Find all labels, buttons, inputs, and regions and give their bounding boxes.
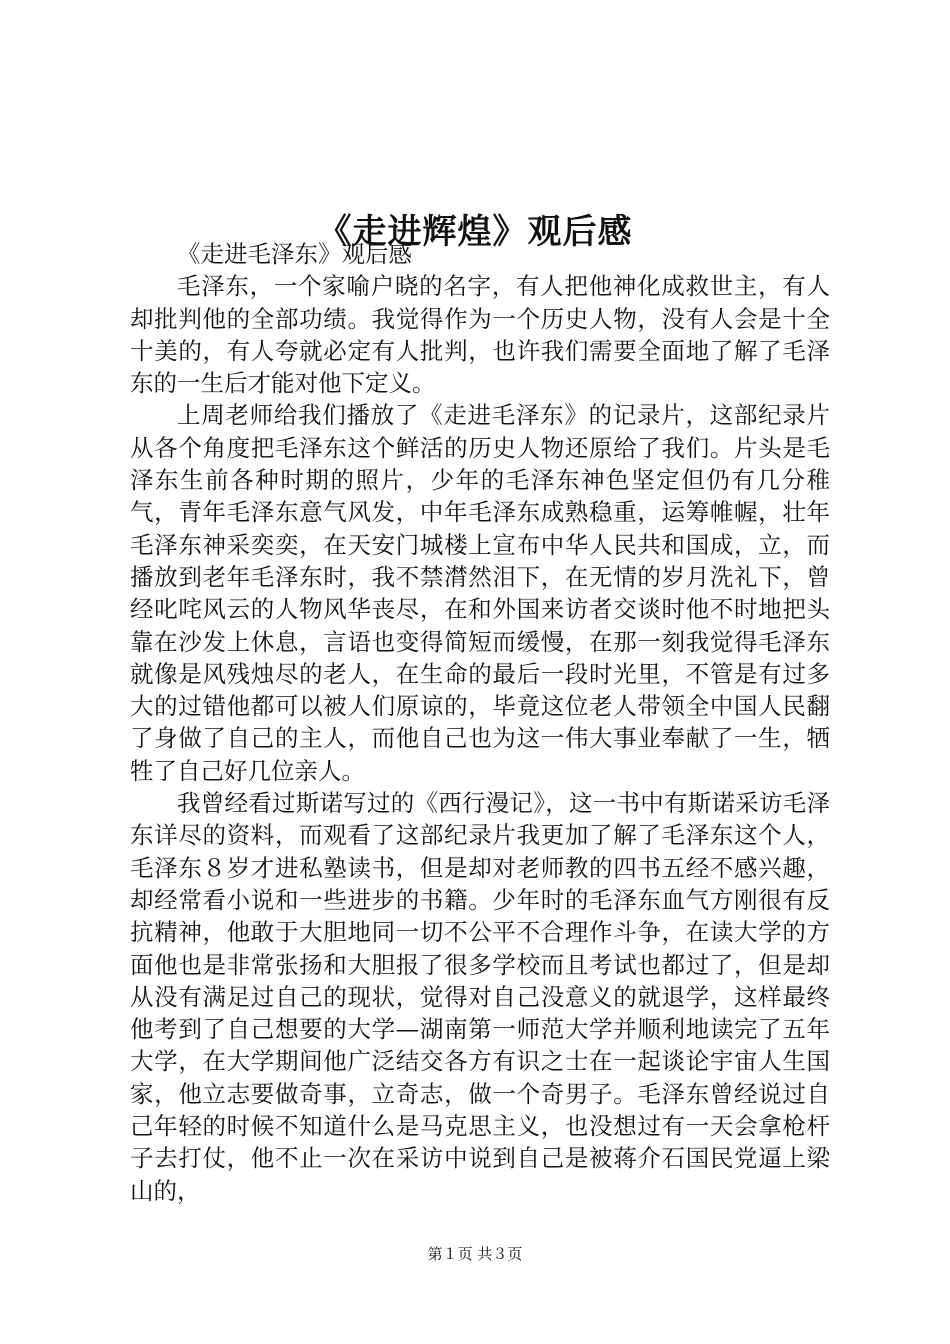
body-paragraph: 我曾经看过斯诺写过的《西行漫记》，这一书中有斯诺采访毛泽东详尽的资料，而观看了这部纪录片我更加了解了毛泽东这个人，毛泽东８岁才进私塾读书，但是却对老师教的四书五经不感兴趣，却经常看小说和一些进步的书籍。少年时的毛泽东血气方刚很有反抗精神，他敢于大胆地同一切不公平不合理作斗争，在读大学的方面他也是非常张扬和大胆报了很多学校而且考试也都过了，但是却从没有满足过自己的现状，觉得对自己没意义的就退学，这样最终他考到了自己想要的大学—湖南第一师范大学并顺利地读完了五年大学，在大学期间他广泛结交各方有识之士在一起谈论宇宙人生国家，他立志要做奇事，立奇志，做一个奇男子。毛泽东曾经说过自己年轻的时候不知道什么是马克思主义，也没想过有一天会拿枪杆子去打仗，他不止一次在采访中说到自己是被蒋介石国民党逼上梁山的， <box>130 789 830 1205</box>
document-body <box>130 238 830 1207</box>
body-paragraph: 毛泽东，一个家喻户晓的名字，有人把他神化成救世主，有人却批判他的全部功绩。我觉得作为一个历史人物，没有人会是十全十美的，有人夸就必定有人批判，也许我们需要全面地了解了毛泽东的一生后才能对他下定义。 <box>130 272 830 398</box>
document-title: 《走进辉煌》观后感 <box>317 211 633 252</box>
page-footer: 第１页 共３页 <box>427 1245 523 1263</box>
subtitle-paragraph: 《走进毛泽东》观后感 <box>177 240 412 268</box>
body-paragraph: 上周老师给我们播放了《走进毛泽东》的记录片，这部纪录片从各个角度把毛泽东这个鲜活的历史人物还原给了我们。片头是毛泽东生前各种时期的照片，少年的毛泽东神色坚定但仍有几分稚气，青年毛泽东意气风发，中年毛泽东成熟稳重，运筹帷幄，壮年毛泽东神采奕奕，在天安门城楼上宣布中华人民共和国成，立，而播放到老年毛泽东时，我不禁潸然泪下，在无情的岁月洗礼下，曾经叱咤风云的人物风华丧尽，在和外国来访者交谈时他不时地把头靠在沙发上休息，言语也变得简短而缓慢，在那一刻我觉得毛泽东就像是风残烛尽的老人，在生命的最后一段时光里，不管是有过多大的过错他都可以被人们原谅的，毕竟这位老人带领全中国人民翻了身做了自己的主人，而他自己也为这一伟大事业奉献了一生，牺牲了自己好几位亲人。 <box>130 401 830 785</box>
